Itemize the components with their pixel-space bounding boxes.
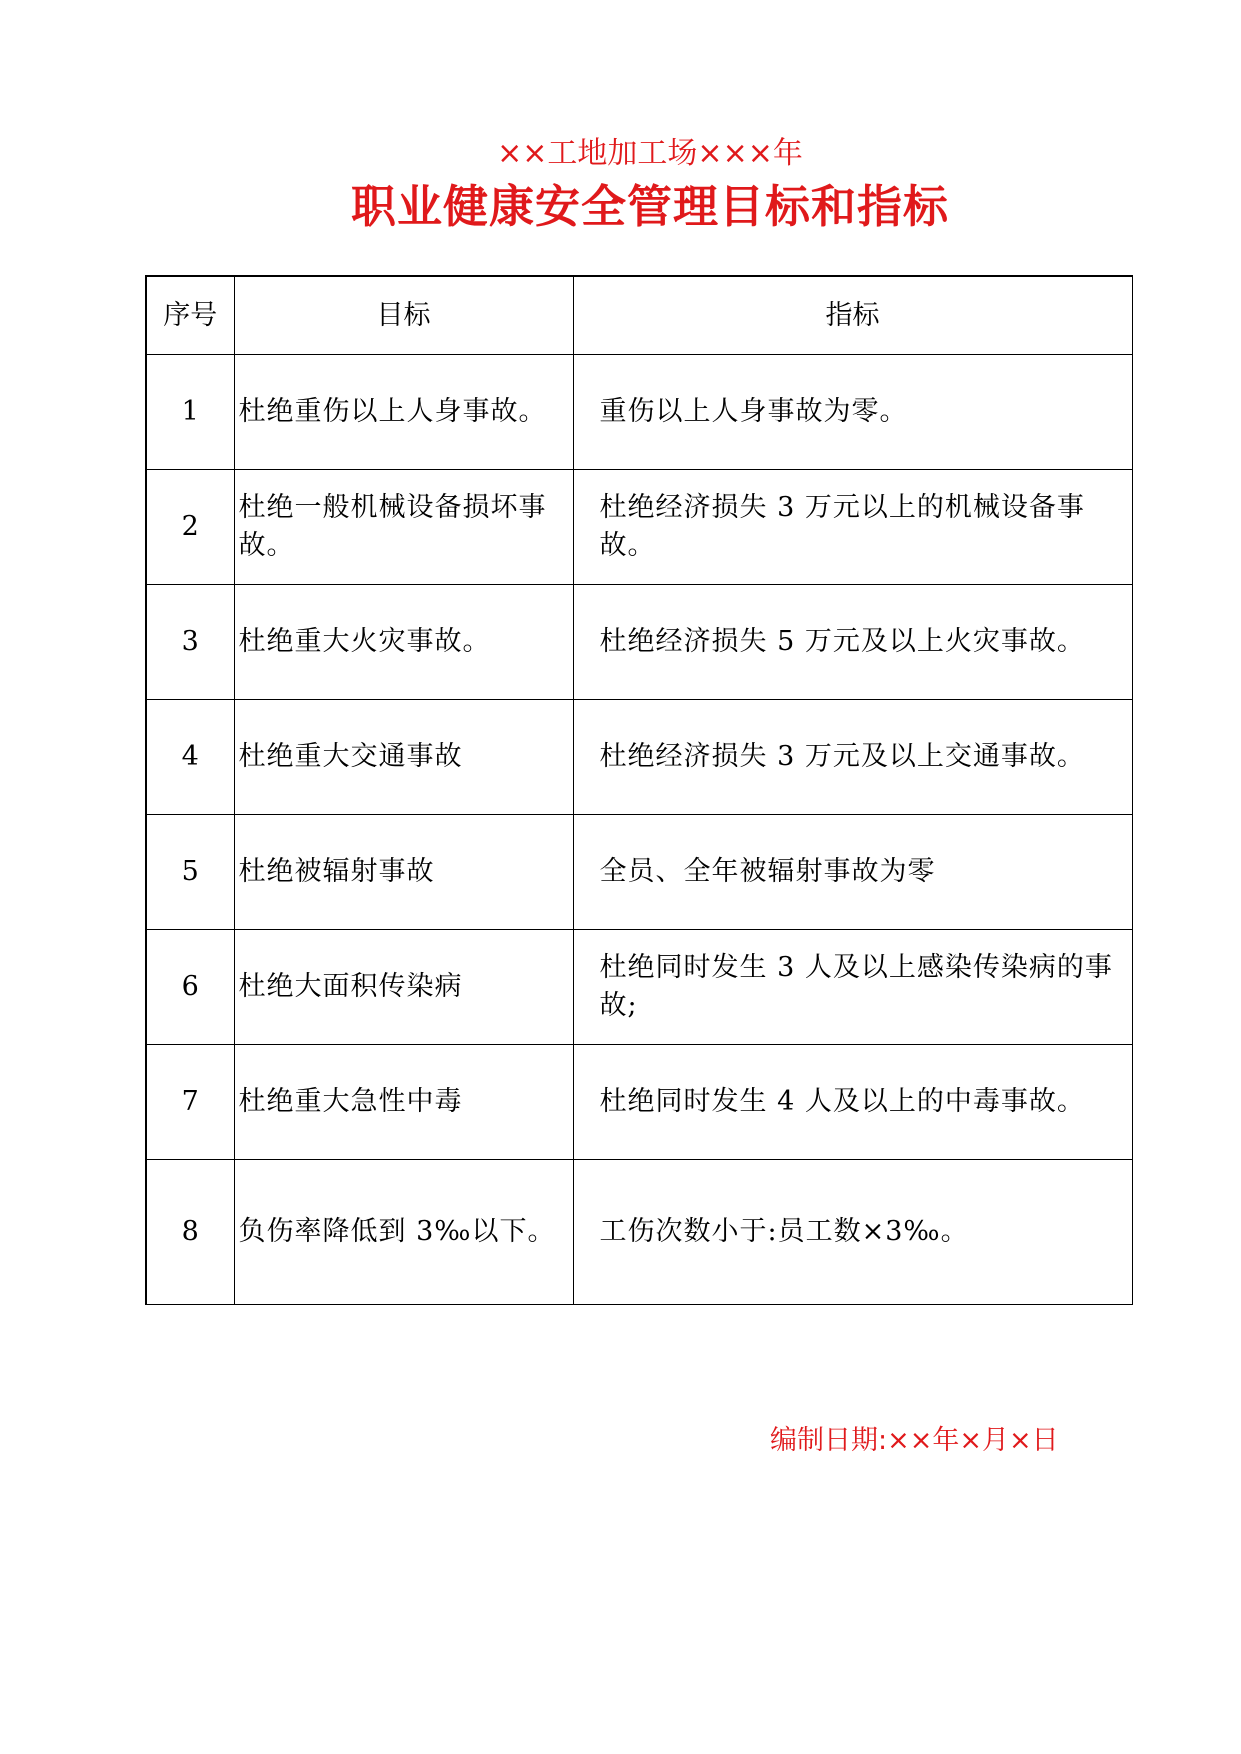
row-target: 杜绝重大急性中毒 (234, 1045, 573, 1160)
row-target: 杜绝被辐射事故 (234, 815, 573, 930)
column-header-no: 序号 (146, 276, 234, 355)
row-target: 杜绝大面积传染病 (234, 930, 573, 1045)
column-header-indicator: 指标 (573, 276, 1132, 355)
row-indicator: 杜绝经济损失 3 万元以上的机械设备事故。 (573, 470, 1132, 585)
row-number: 3 (146, 585, 234, 700)
table-row (146, 930, 1132, 1045)
targets-table (145, 275, 1133, 1305)
row-indicator: 杜绝经济损失 5 万元及以上火灾事故。 (573, 585, 1132, 700)
table-row (146, 700, 1132, 815)
table-header-row (146, 276, 1132, 355)
document-subtitle: ××工地加工场×××年 (497, 136, 803, 171)
table-row (146, 1045, 1132, 1160)
table-row (146, 470, 1132, 585)
table-row (146, 585, 1132, 700)
row-target: 杜绝重伤以上人身事故。 (234, 355, 573, 470)
row-indicator: 全员、全年被辐射事故为零 (573, 815, 1132, 930)
table-row (146, 815, 1132, 930)
row-target: 负伤率降低到 3‰以下。 (234, 1160, 573, 1305)
table-row (146, 355, 1132, 470)
compile-date: 编制日期:××年×月×日 (770, 1425, 1059, 1456)
row-target: 杜绝重大交通事故 (234, 700, 573, 815)
row-indicator: 杜绝同时发生 4 人及以上的中毒事故。 (573, 1045, 1132, 1160)
row-indicator: 重伤以上人身事故为零。 (573, 355, 1132, 470)
row-indicator: 杜绝经济损失 3 万元及以上交通事故。 (573, 700, 1132, 815)
row-number: 2 (146, 470, 234, 585)
row-target: 杜绝重大火灾事故。 (234, 585, 573, 700)
row-number: 8 (146, 1160, 234, 1305)
row-number: 6 (146, 930, 234, 1045)
row-number: 7 (146, 1045, 234, 1160)
document-title: 职业健康安全管理目标和指标 (350, 180, 949, 233)
row-number: 1 (146, 355, 234, 470)
row-number: 4 (146, 700, 234, 815)
row-target: 杜绝一般机械设备损坏事故。 (234, 470, 573, 585)
row-number: 5 (146, 815, 234, 930)
row-indicator: 杜绝同时发生 3 人及以上感染传染病的事故; (573, 930, 1132, 1045)
column-header-target: 目标 (234, 276, 573, 355)
row-indicator: 工伤次数小于:员工数×3‰。 (573, 1160, 1132, 1305)
table-row (146, 1160, 1132, 1305)
